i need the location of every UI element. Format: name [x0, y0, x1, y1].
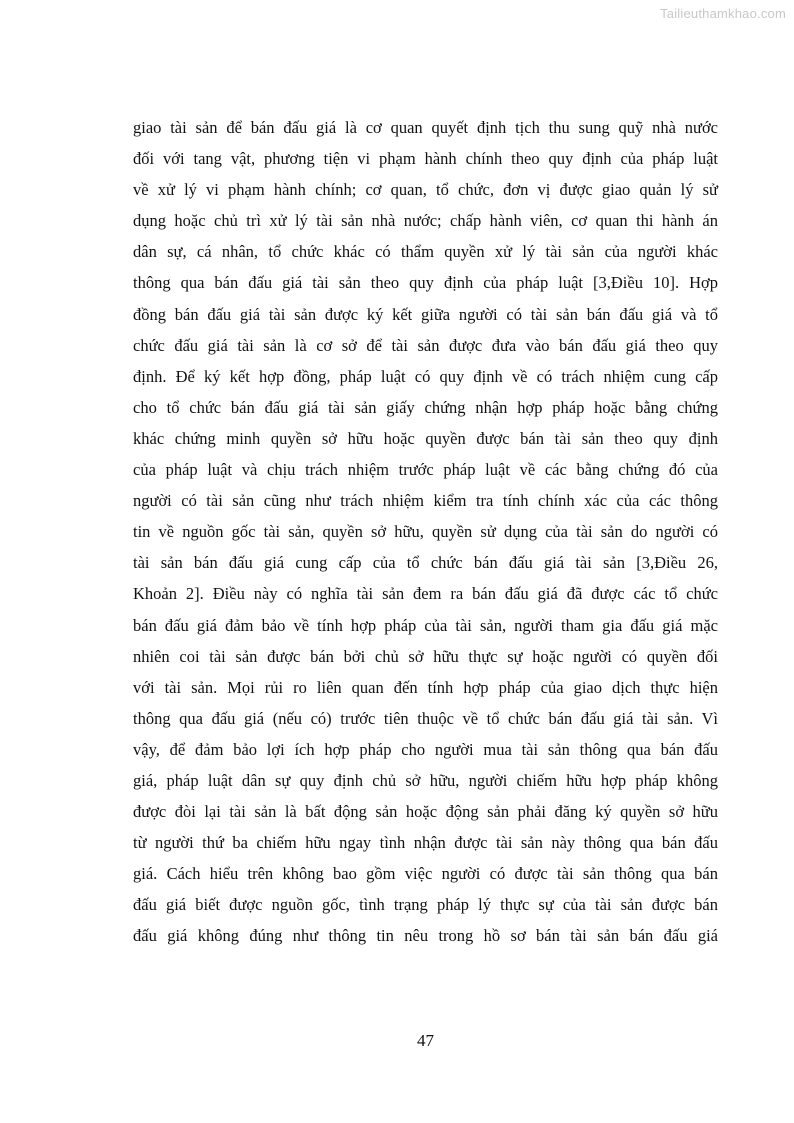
- text-line: từ người thứ ba chiếm hữu ngay tình nhận được tài sản này thông qua bán đấu: [133, 833, 718, 853]
- text-line: người có tài sản cũng như trách nhiệm kiểm tra tính chính xác của các thông: [133, 491, 718, 511]
- text-line: chức đấu giá tài sản là cơ sở để tài sản được đưa vào bán đấu giá theo quy: [133, 335, 718, 355]
- text-line: đấu giá không đúng như thông tin nêu trong hồ sơ bán tài sản bán đấu giá: [133, 926, 718, 946]
- watermark: Tailieuthamkhao.com: [660, 6, 786, 21]
- text-line: bán đấu giá đảm bảo về tính hợp pháp của tài sản, người tham gia đấu giá mặc: [133, 615, 718, 635]
- body-paragraph: [133, 112, 718, 952]
- text-line: khác chứng minh quyền sở hữu hoặc quyền được bán tài sản theo quy định: [133, 428, 718, 448]
- text-line: đối với tang vật, phương tiện vi phạm hành chính theo quy định của pháp luật: [133, 149, 718, 169]
- text-line: thông qua bán đấu giá tài sản theo quy định của pháp luật [3,Điều 10]. Hợp: [133, 273, 718, 293]
- text-line: giá. Cách hiểu trên không bao gồm việc người có được tài sản thông qua bán: [133, 864, 718, 884]
- text-line: vậy, để đảm bảo lợi ích hợp pháp cho người mua tài sản thông qua bán đấu: [133, 739, 718, 759]
- text-line: nhiên coi tài sản được bán bởi chủ sở hữu thực sự hoặc người có quyền đối: [133, 646, 718, 666]
- text-line: đồng bán đấu giá tài sản được ký kết giữa người có tài sản bán đấu giá và tổ: [133, 304, 718, 324]
- text-line: đấu giá biết được nguồn gốc, tình trạng pháp lý thực sự của tài sản được bán: [133, 895, 718, 915]
- text-line: tin về nguồn gốc tài sản, quyền sở hữu, quyền sử dụng của tài sản do người có: [133, 522, 718, 542]
- text-line: của pháp luật và chịu trách nhiệm trước pháp luật về các bằng chứng đó của: [133, 460, 718, 480]
- text-line: với tài sản. Mọi rủi ro liên quan đến tính hợp pháp của giao dịch thực hiện: [133, 677, 718, 697]
- text-line: giá, pháp luật dân sự quy định chủ sở hữu, người chiếm hữu hợp pháp không: [133, 770, 718, 790]
- text-line: được đòi lại tài sản là bất động sản hoặc động sản phải đăng ký quyền sở hữu: [133, 802, 718, 822]
- text-line: cho tổ chức bán đấu giá tài sản giấy chứng nhận hợp pháp hoặc bằng chứng: [133, 397, 718, 417]
- text-line: giao tài sản để bán đấu giá là cơ quan quyết định tịch thu sung quỹ nhà nước: [133, 118, 718, 137]
- text-line: về xử lý vi phạm hành chính; cơ quan, tổ chức, đơn vị được giao quản lý sử: [133, 180, 718, 200]
- text-line: Khoản 2]. Điều này có nghĩa tài sản đem ra bán đấu giá đã được các tổ chức: [133, 584, 718, 604]
- text-line: tài sản bán đấu giá cung cấp của tổ chức bán đấu giá tài sản [3,Điều 26,: [133, 553, 718, 573]
- text-line: dụng hoặc chủ trì xử lý tài sản nhà nước; chấp hành viên, cơ quan thi hành án: [133, 211, 718, 231]
- text-line: định. Để ký kết hợp đồng, pháp luật có quy định về có trách nhiệm cung cấp: [133, 366, 718, 386]
- text-line: dân sự, cá nhân, tổ chức khác có thẩm quyền xử lý tài sản của người khác: [133, 242, 718, 262]
- text-line: thông qua đấu giá (nếu có) trước tiên thuộc về tổ chức bán đấu giá tài sản. Vì: [133, 708, 718, 728]
- page-number: 47: [417, 1031, 434, 1050]
